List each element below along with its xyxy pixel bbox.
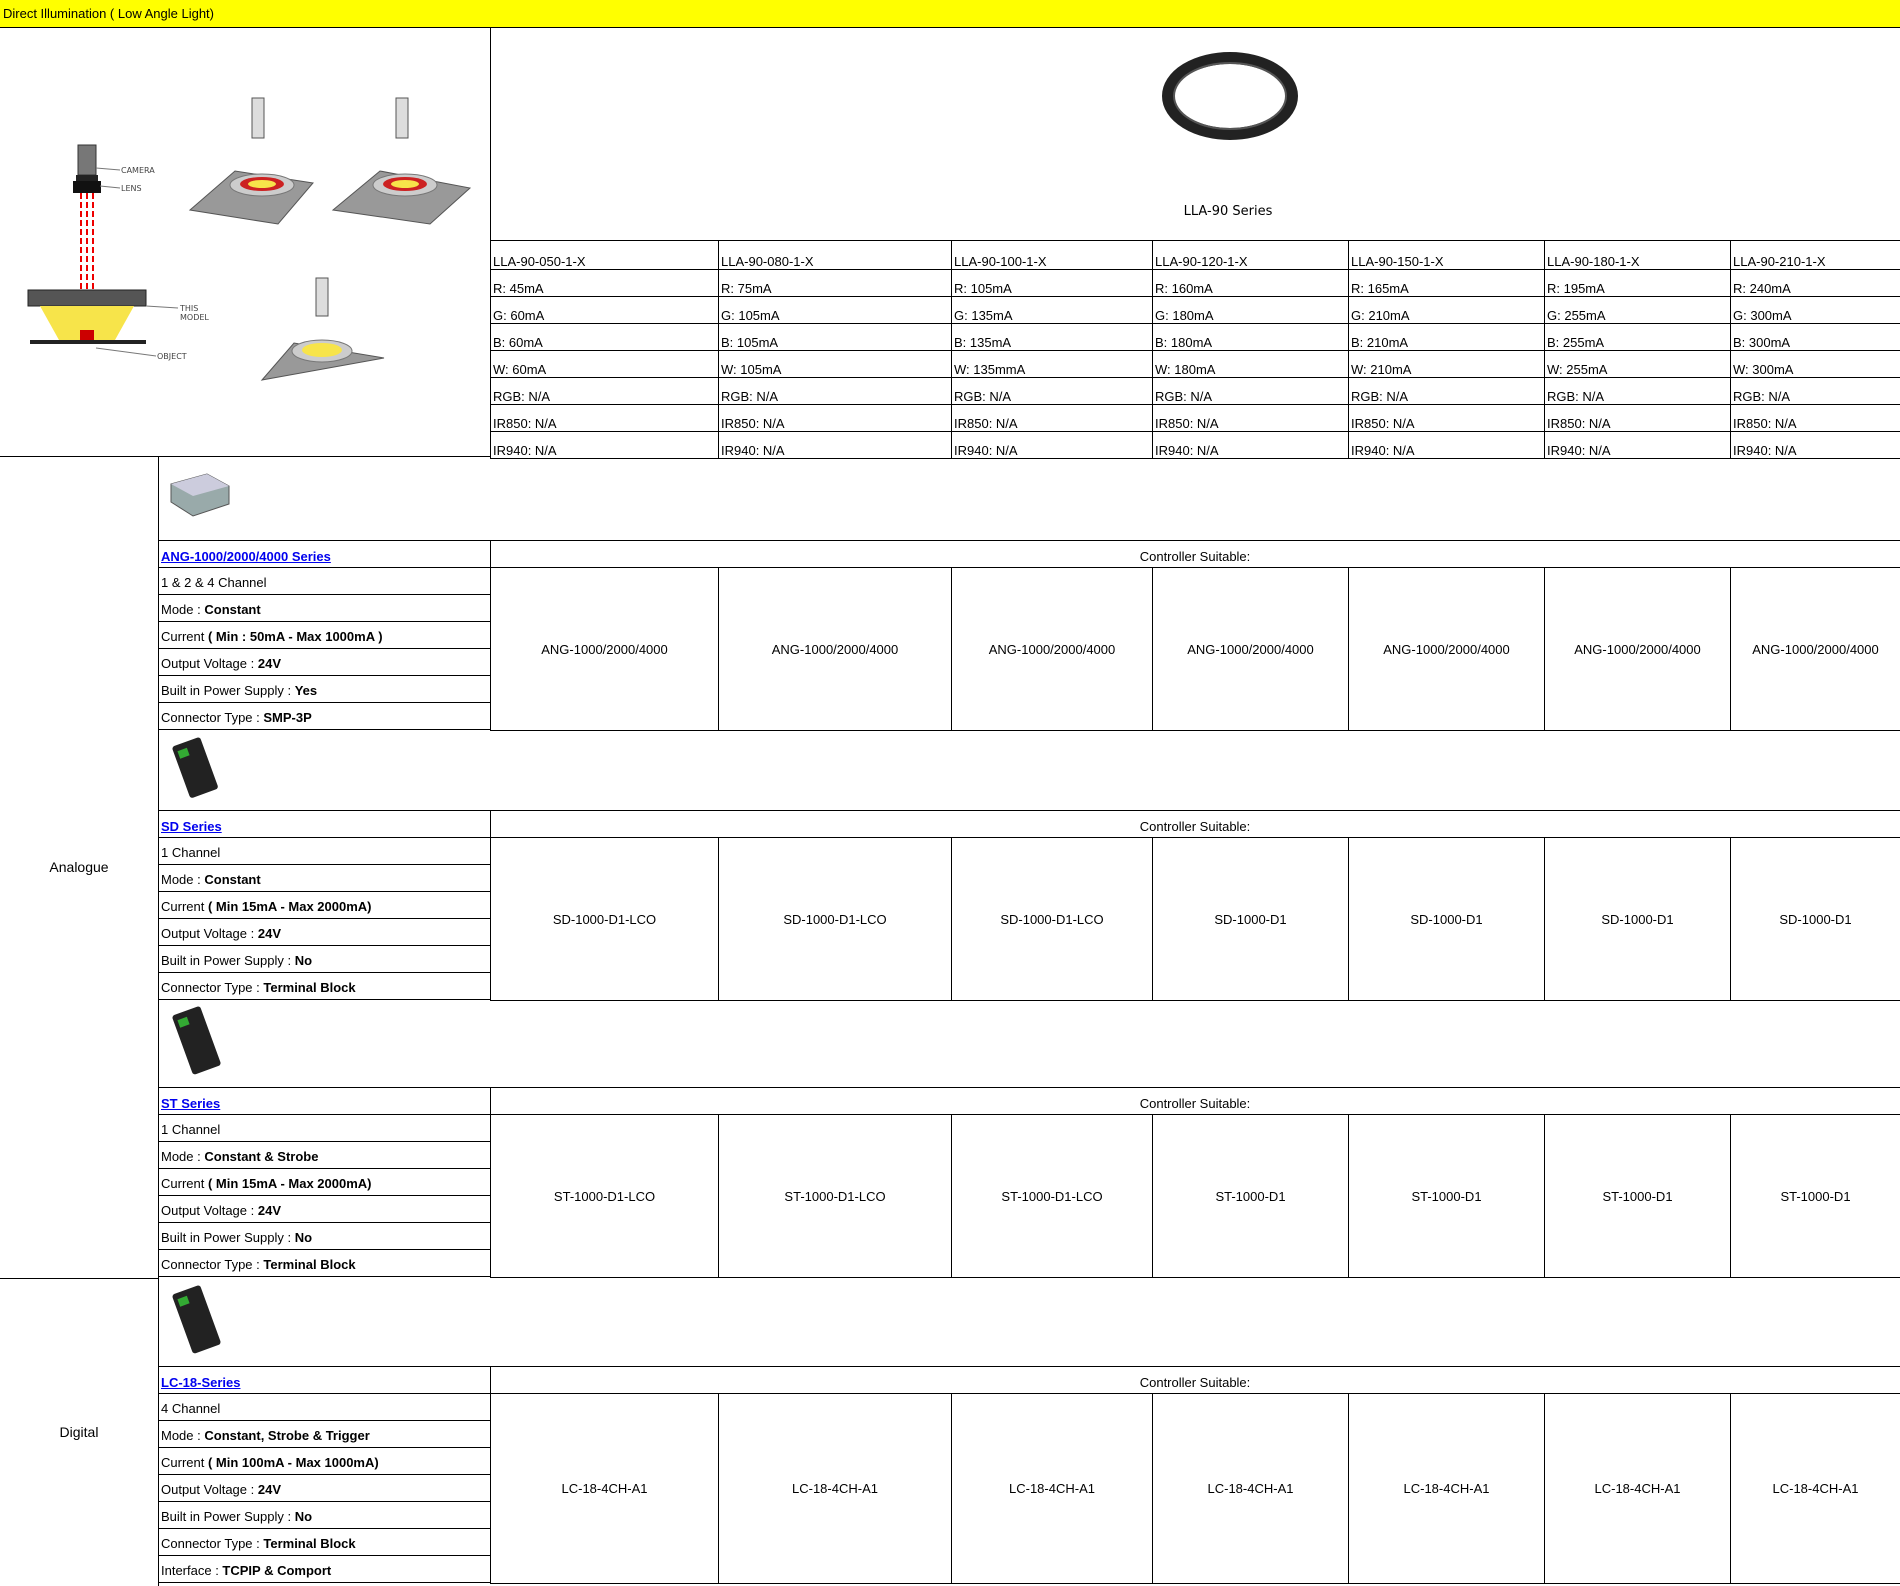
- suitable-controller-cell: ST-1000-D1-LCO: [490, 1115, 719, 1278]
- spec-cell: W: 135mmA: [952, 351, 1153, 378]
- spec-cell: B: 135mA: [952, 324, 1153, 351]
- sheet-title: Direct Illumination ( Low Angle Light): [0, 0, 1900, 28]
- controller-image-cell: [159, 1278, 1900, 1367]
- controller-spec-cell: [159, 892, 491, 919]
- suitable-controller-cell: ST-1000-D1: [1348, 1115, 1545, 1278]
- controller-spec-cell: [159, 1421, 491, 1448]
- spec-cell: IR940: N/A: [1349, 432, 1545, 459]
- spec-cell: IR850: N/A: [1731, 405, 1900, 432]
- suitable-controller-cell: ST-1000-D1-LCO: [951, 1115, 1153, 1278]
- controller-spec-cell: [159, 1502, 491, 1529]
- controller-spec-cell: [159, 649, 491, 676]
- spec-label: Interface :: [161, 1563, 223, 1578]
- controller-suitable-header: Controller Suitable:: [490, 811, 1900, 838]
- spec-value: Terminal Block: [263, 1536, 356, 1551]
- spec-label: Built in Power Supply :: [161, 683, 295, 698]
- spec-cell: G: 300mA: [1731, 297, 1900, 324]
- suitable-controller-cell: ANG-1000/2000/4000: [1152, 568, 1349, 731]
- group-digital-cell: [0, 1278, 159, 1586]
- controller-image-cell: [159, 456, 1900, 541]
- spec-cell: G: 210mA: [1349, 297, 1545, 324]
- suitable-controller-cell: LC-18-4CH-A1: [718, 1394, 952, 1584]
- controller-suitable-header: Controller Suitable:: [490, 1088, 1900, 1115]
- controller-spec-cell: [159, 1196, 491, 1223]
- controller-spec-cell: [159, 568, 491, 595]
- spec-value: No: [294, 953, 313, 968]
- spec-label: 1 & 2 & 4 Channel: [161, 575, 267, 590]
- spec-cell: R: 160mA: [1153, 270, 1349, 297]
- spec-cell: IR850: N/A: [491, 405, 719, 432]
- spec-value: Terminal Block: [263, 1257, 356, 1272]
- spec-cell: R: 105mA: [952, 270, 1153, 297]
- controller-image-cell: [159, 730, 1900, 811]
- spec-cell: IR940: N/A: [719, 432, 952, 459]
- spec-value: Constant: [204, 872, 261, 887]
- controller-name-cell: [159, 1088, 491, 1115]
- spec-cell: RGB: N/A: [1545, 378, 1731, 405]
- suitable-controller-cell: LC-18-4CH-A1: [1730, 1394, 1900, 1584]
- controller-name-cell: [159, 541, 491, 568]
- spec-label: Connector Type :: [161, 1257, 264, 1272]
- spec-cell: RGB: N/A: [1349, 378, 1545, 405]
- spec-value: SMP-3P: [263, 710, 312, 725]
- suitable-controller-cell: LC-18-4CH-A1: [1348, 1394, 1545, 1584]
- spec-cell: IR850: N/A: [952, 405, 1153, 432]
- spec-label: Current: [161, 1176, 208, 1191]
- svg-text:OBJECT: OBJECT: [157, 352, 187, 361]
- setup-illustration-2: [333, 98, 470, 224]
- model-name-cell: LLA-90-080-1-X: [719, 241, 952, 270]
- spec-label: Output Voltage :: [161, 1203, 258, 1218]
- controller-spec-cell: [159, 703, 491, 730]
- spec-value: 24V: [257, 1203, 281, 1218]
- controller-spec-cell: [159, 973, 491, 1000]
- suitable-controller-cell: LC-18-4CH-A1: [490, 1394, 719, 1584]
- controller-spec-cell: [159, 1556, 491, 1583]
- spec-cell: B: 105mA: [719, 324, 952, 351]
- controller-device-icon: [159, 730, 239, 810]
- spec-cell: B: 300mA: [1731, 324, 1900, 351]
- spec-label: Output Voltage :: [161, 926, 258, 941]
- spec-cell: IR850: N/A: [1545, 405, 1731, 432]
- spec-label: Current: [161, 629, 208, 644]
- controller-suitable-header: Controller Suitable:: [490, 541, 1900, 568]
- spec-value: Yes: [294, 683, 318, 698]
- model-name-cell: LLA-90-050-1-X: [491, 241, 719, 270]
- spec-row: [491, 270, 1900, 297]
- spec-value: No: [294, 1509, 313, 1524]
- suitable-controller-cell: SD-1000-D1: [1348, 838, 1545, 1001]
- controller-suitable-header: Controller Suitable:: [490, 1367, 1900, 1394]
- spec-cell: W: 60mA: [491, 351, 719, 378]
- controller-spec-cell: [159, 1529, 491, 1556]
- controller-device-icon: [159, 456, 239, 540]
- spec-cell: RGB: N/A: [1153, 378, 1349, 405]
- model-spec-table: [490, 240, 1900, 459]
- controller-spec-cell: [159, 946, 491, 973]
- spec-value: ( Min 15mA - Max 2000mA): [207, 1176, 372, 1191]
- spec-cell: R: 165mA: [1349, 270, 1545, 297]
- controller-name-cell: [159, 811, 491, 838]
- spec-label: Mode :: [161, 872, 205, 887]
- suitable-controller-cell: ST-1000-D1-LCO: [718, 1115, 952, 1278]
- suitable-controller-cell: SD-1000-D1: [1152, 838, 1349, 1001]
- group-analogue-cell: [0, 456, 159, 1279]
- spec-value: ( Min : 50mA - Max 1000mA ): [207, 629, 383, 644]
- controller-spec-cell: [159, 1142, 491, 1169]
- spec-value: ( Min 15mA - Max 2000mA): [207, 899, 372, 914]
- suitable-controller-cell: SD-1000-D1-LCO: [490, 838, 719, 1001]
- controller-spec-cell: [159, 1115, 491, 1142]
- setup-illustration-3: [262, 278, 384, 380]
- spec-label: Connector Type :: [161, 710, 264, 725]
- spec-value: 24V: [257, 1482, 281, 1497]
- product-series-caption: LLA-90 Series: [1183, 204, 1273, 219]
- spec-cell: RGB: N/A: [1731, 378, 1900, 405]
- spec-label: Built in Power Supply :: [161, 1509, 295, 1524]
- spec-value: Terminal Block: [263, 980, 356, 995]
- spec-cell: W: 105mA: [719, 351, 952, 378]
- controller-spec-cell: [159, 1475, 491, 1502]
- spec-cell: G: 135mA: [952, 297, 1153, 324]
- svg-text:CAMERA: CAMERA: [121, 166, 155, 175]
- spec-value: TCPIP & Comport: [222, 1563, 332, 1578]
- spec-cell: IR940: N/A: [1545, 432, 1731, 459]
- spec-label: Connector Type :: [161, 980, 264, 995]
- illumination-diagram: [0, 28, 490, 456]
- spec-cell: IR940: N/A: [491, 432, 719, 459]
- spec-cell: W: 255mA: [1545, 351, 1731, 378]
- spec-label: Current: [161, 1455, 208, 1470]
- spec-row: [491, 351, 1900, 378]
- spec-cell: R: 240mA: [1731, 270, 1900, 297]
- spec-cell: R: 195mA: [1545, 270, 1731, 297]
- controller-series-link[interactable]: ANG-1000/2000/4000 Series: [161, 549, 331, 564]
- suitable-controller-cell: SD-1000-D1-LCO: [718, 838, 952, 1001]
- spec-label: Built in Power Supply :: [161, 1230, 295, 1245]
- spec-value: Constant, Strobe & Trigger: [204, 1428, 370, 1443]
- controller-series-link[interactable]: LC-18-Series: [161, 1375, 241, 1390]
- controller-spec-cell: [159, 1223, 491, 1250]
- suitable-controller-cell: ST-1000-D1: [1730, 1115, 1900, 1278]
- ring-light-icon: [1168, 58, 1292, 134]
- controller-image-cell: [159, 999, 1900, 1088]
- spec-cell: IR940: N/A: [952, 432, 1153, 459]
- spec-cell: G: 255mA: [1545, 297, 1731, 324]
- spec-label: 1 Channel: [161, 845, 221, 860]
- suitable-controller-cell: LC-18-4CH-A1: [951, 1394, 1153, 1584]
- spec-cell: RGB: N/A: [719, 378, 952, 405]
- model-name-cell: LLA-90-210-1-X: [1731, 241, 1900, 270]
- model-header-row: [491, 241, 1900, 270]
- controller-name-cell: [159, 1367, 491, 1394]
- spec-cell: B: 255mA: [1545, 324, 1731, 351]
- suitable-controller-cell: LC-18-4CH-A1: [1544, 1394, 1731, 1584]
- spec-row: [491, 297, 1900, 324]
- spec-cell: RGB: N/A: [952, 378, 1153, 405]
- product-image: [490, 28, 1900, 240]
- controller-device-icon: [159, 999, 239, 1087]
- suitable-controller-cell: ST-1000-D1: [1152, 1115, 1349, 1278]
- spec-cell: G: 180mA: [1153, 297, 1349, 324]
- controller-spec-cell: [159, 622, 491, 649]
- controller-spec-cell: [159, 838, 491, 865]
- spec-value: Constant & Strobe: [204, 1149, 319, 1164]
- spec-label: Output Voltage :: [161, 656, 258, 671]
- spec-cell: R: 75mA: [719, 270, 952, 297]
- model-name-cell: LLA-90-150-1-X: [1349, 241, 1545, 270]
- spec-cell: IR940: N/A: [1731, 432, 1900, 459]
- spec-row: [491, 324, 1900, 351]
- illumination-diagram-cell: [0, 28, 491, 457]
- suitable-controller-cell: SD-1000-D1: [1544, 838, 1731, 1001]
- controller-spec-cell: [159, 1448, 491, 1475]
- controller-series-link[interactable]: ST Series: [161, 1096, 221, 1111]
- spec-value: ( Min 100mA - Max 1000mA): [207, 1455, 379, 1470]
- spec-cell: G: 60mA: [491, 297, 719, 324]
- spec-label: Mode :: [161, 602, 205, 617]
- suitable-controller-cell: LC-18-4CH-A1: [1152, 1394, 1349, 1584]
- spec-label: Mode :: [161, 1149, 205, 1164]
- controller-spec-cell: [159, 1250, 491, 1277]
- controller-spec-cell: [159, 595, 491, 622]
- spec-cell: B: 60mA: [491, 324, 719, 351]
- suitable-controller-cell: ANG-1000/2000/4000: [490, 568, 719, 731]
- group-label-digital: Digital: [59, 1424, 99, 1440]
- suitable-controller-cell: ANG-1000/2000/4000: [1544, 568, 1731, 731]
- suitable-controller-cell: SD-1000-D1: [1730, 838, 1900, 1001]
- controller-series-link[interactable]: SD Series: [161, 819, 222, 834]
- spec-value: No: [294, 1230, 313, 1245]
- suitable-controller-cell: ANG-1000/2000/4000: [951, 568, 1153, 731]
- spec-cell: R: 45mA: [491, 270, 719, 297]
- group-label-analogue: Analogue: [49, 859, 109, 875]
- spec-label: 4 Channel: [161, 1401, 221, 1416]
- spec-label: 1 Channel: [161, 1122, 221, 1137]
- spec-label: Output Voltage :: [161, 1482, 258, 1497]
- spec-cell: IR850: N/A: [1153, 405, 1349, 432]
- model-name-cell: LLA-90-120-1-X: [1153, 241, 1349, 270]
- product-image-cell: [490, 28, 1900, 241]
- spec-cell: IR850: N/A: [1349, 405, 1545, 432]
- controller-spec-cell: [159, 865, 491, 892]
- controller-spec-cell: [159, 676, 491, 703]
- spec-cell: W: 210mA: [1349, 351, 1545, 378]
- spec-label: Mode :: [161, 1428, 205, 1443]
- spec-row: [491, 432, 1900, 459]
- controller-device-icon: [159, 1278, 239, 1366]
- spec-value: 24V: [257, 656, 281, 671]
- svg-text:MODEL: MODEL: [180, 313, 209, 322]
- suitable-controller-cell: ANG-1000/2000/4000: [1730, 568, 1900, 731]
- svg-text:LENS: LENS: [121, 184, 142, 193]
- spec-label: Built in Power Supply :: [161, 953, 295, 968]
- svg-text:THIS: THIS: [180, 304, 199, 313]
- camera-diagram: [28, 145, 209, 361]
- spec-row: [491, 405, 1900, 432]
- spec-cell: RGB: N/A: [491, 378, 719, 405]
- spec-value: 24V: [257, 926, 281, 941]
- suitable-controller-cell: ANG-1000/2000/4000: [718, 568, 952, 731]
- suitable-controller-cell: ST-1000-D1: [1544, 1115, 1731, 1278]
- spec-row: [491, 378, 1900, 405]
- controller-spec-cell: [159, 1169, 491, 1196]
- spec-label: Current: [161, 899, 208, 914]
- controller-spec-cell: [159, 919, 491, 946]
- spec-cell: B: 180mA: [1153, 324, 1349, 351]
- model-name-cell: LLA-90-180-1-X: [1545, 241, 1731, 270]
- model-name-cell: LLA-90-100-1-X: [952, 241, 1153, 270]
- spec-label: Connector Type :: [161, 1536, 264, 1551]
- spec-cell: G: 105mA: [719, 297, 952, 324]
- spec-cell: W: 300mA: [1731, 351, 1900, 378]
- spec-cell: IR850: N/A: [719, 405, 952, 432]
- spec-cell: IR940: N/A: [1153, 432, 1349, 459]
- controller-spec-cell: [159, 1394, 491, 1421]
- setup-illustration-1: [190, 98, 313, 224]
- suitable-controller-cell: SD-1000-D1-LCO: [951, 838, 1153, 1001]
- suitable-controller-cell: ANG-1000/2000/4000: [1348, 568, 1545, 731]
- spec-cell: B: 210mA: [1349, 324, 1545, 351]
- spec-value: Constant: [204, 602, 261, 617]
- spec-cell: W: 180mA: [1153, 351, 1349, 378]
